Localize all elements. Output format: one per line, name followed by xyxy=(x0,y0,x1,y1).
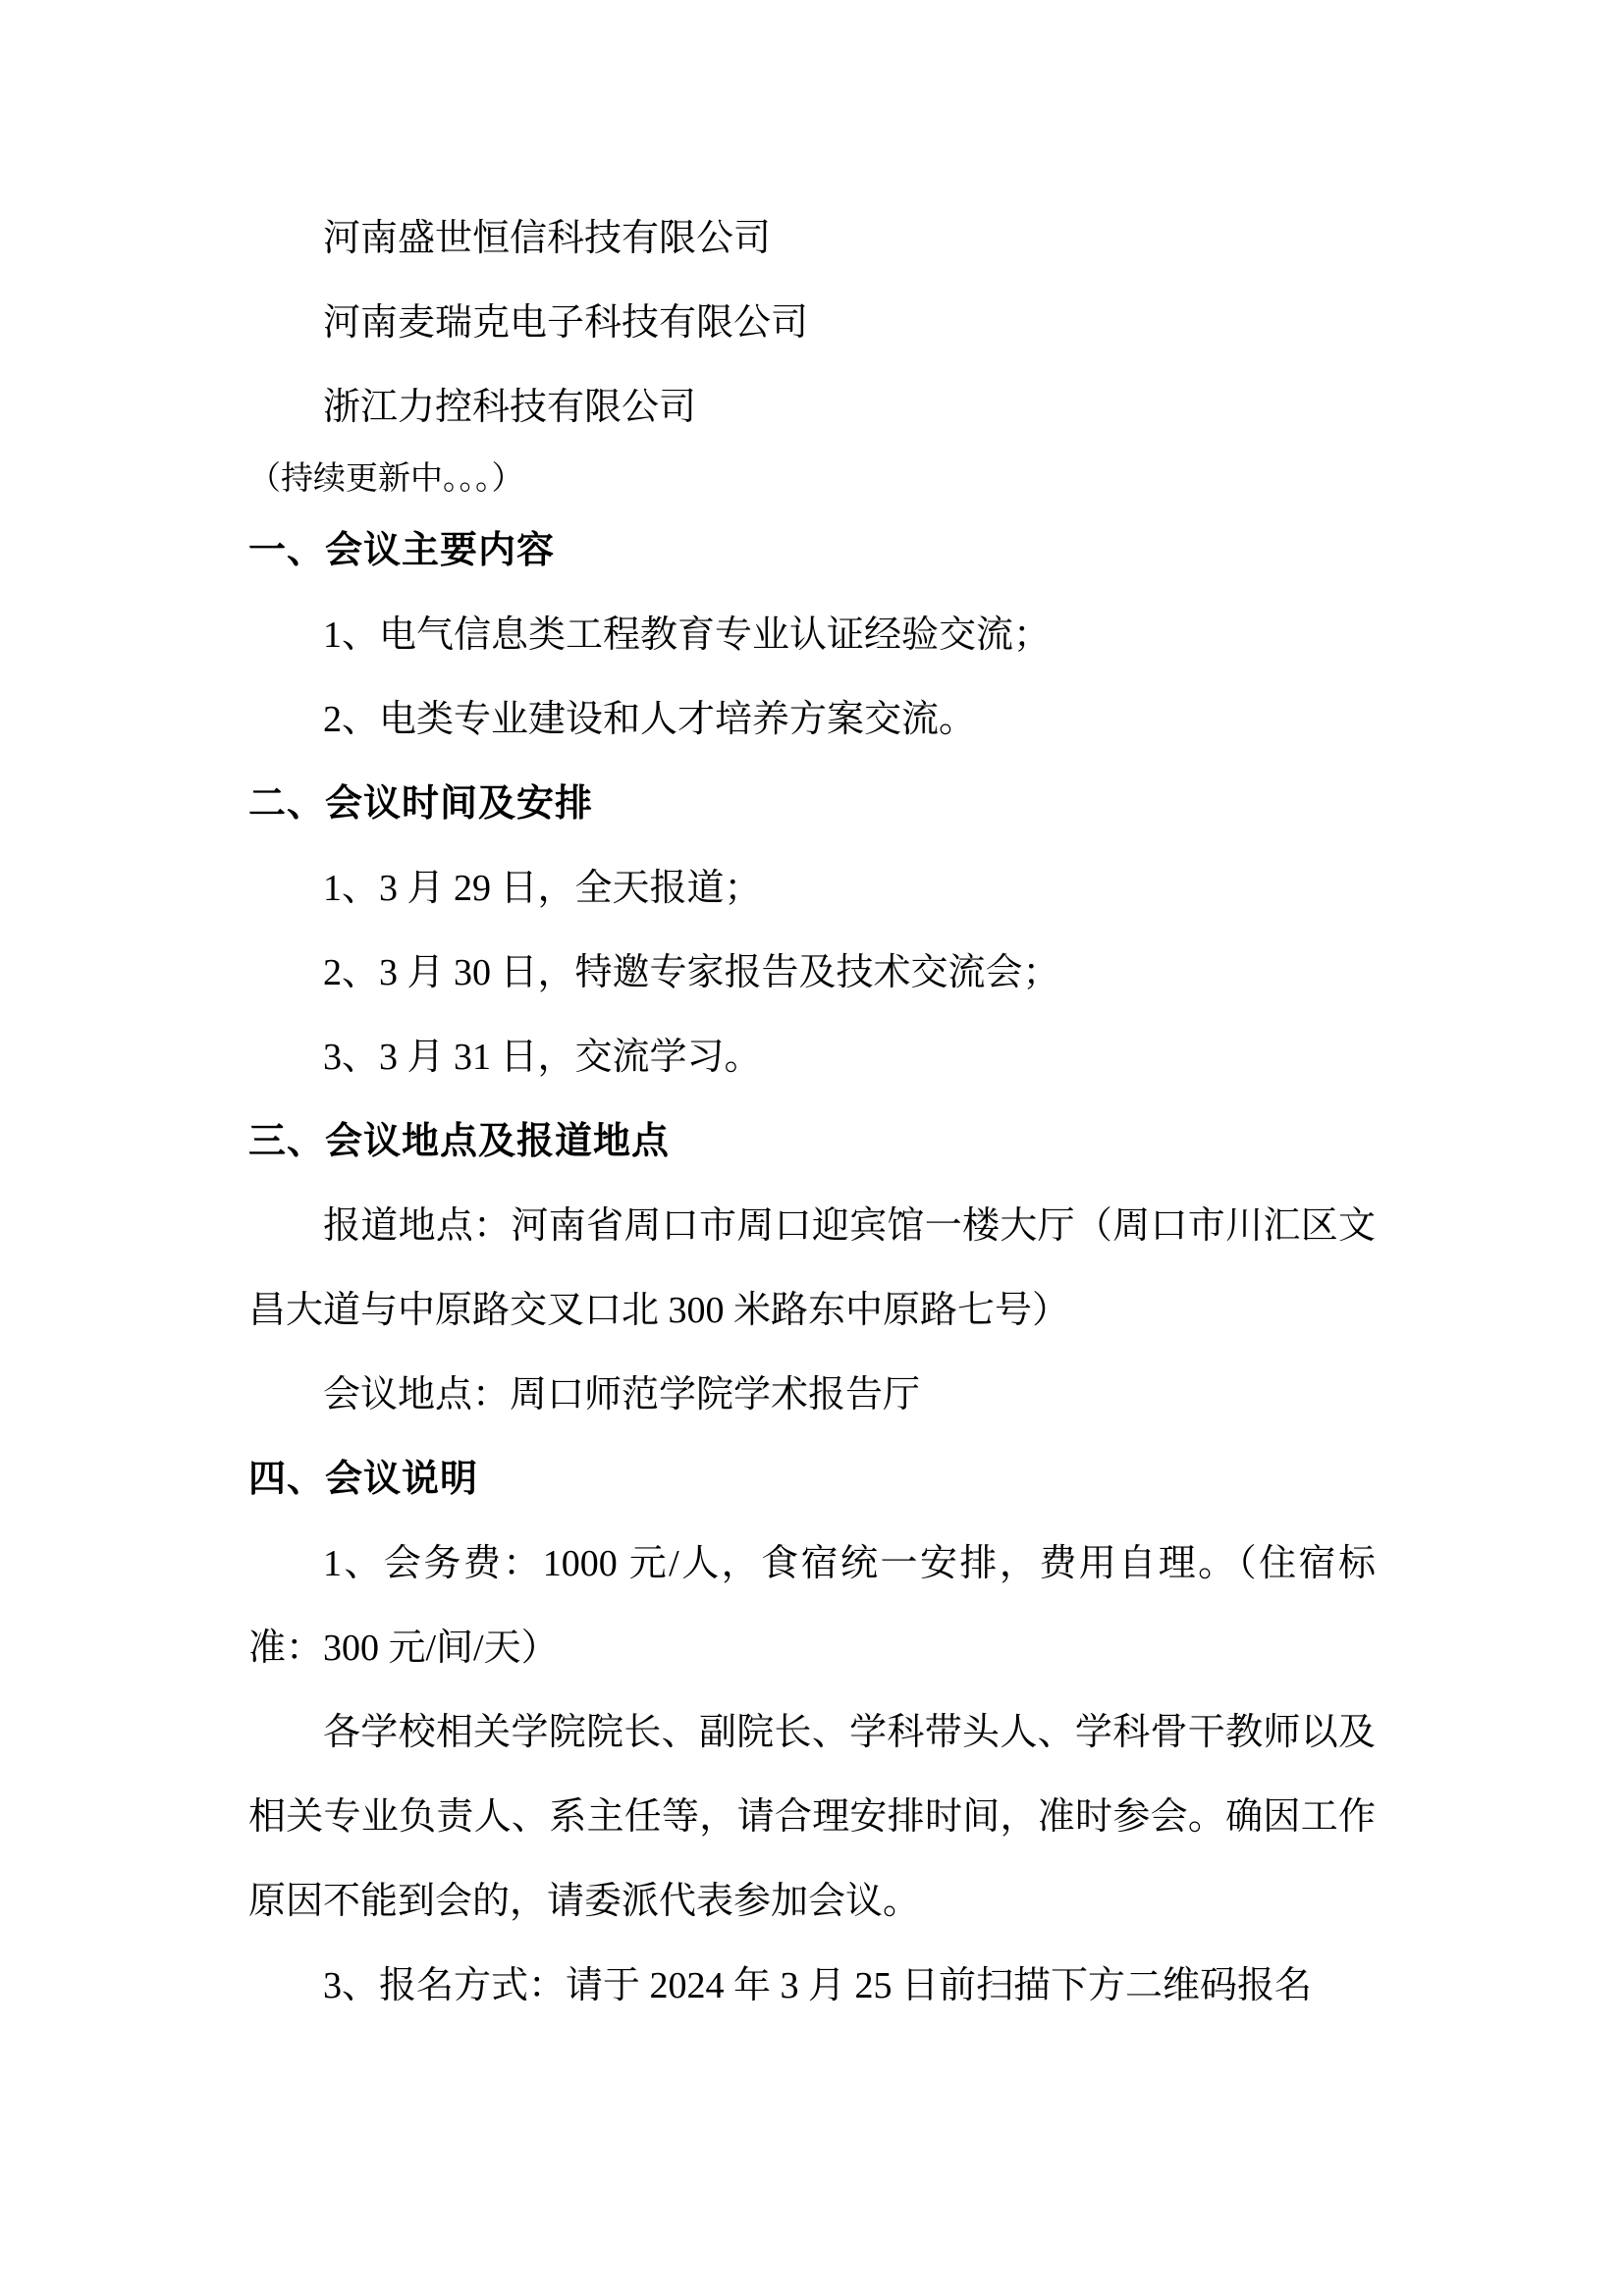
notes-item-2-attendees: 各学校相关学院院长、副院长、学科带头人、学科骨干教师以及相关专业负责人、系主任等，请合理安排时间，准时参会。确因工作原因不能到会的，请委派代表参加会议。 xyxy=(248,1712,1376,1922)
meeting-address: 会议地点：周口师范学院学术报告厅 xyxy=(323,1374,921,1415)
sponsor-company-1: 河南盛世恒信科技有限公司 xyxy=(323,218,772,259)
schedule-item-3: 3、3 月 31 日，交流学习。 xyxy=(323,1037,762,1078)
section-heading-4: 四、会议说明 xyxy=(248,1459,479,1500)
notes-item-3-registration: 3、报名方式：请于 2024 年 3 月 25 日前扫描下方二维码报名 xyxy=(323,1965,1313,2006)
updating-note: （持续更新中。。。） xyxy=(248,461,524,497)
registration-address: 报道地点：河南省周口市周口迎宾馆一楼大厅（周口市川汇区文昌大道与中原路交叉口北 300 米路东中原路七号） xyxy=(248,1205,1376,1331)
section-heading-2: 二、会议时间及安排 xyxy=(248,783,594,825)
notes-item-1-fee: 1、会务费：1000 元/人，食宿统一安排，费用自理。（住宿标准：300 元/间/天） xyxy=(248,1543,1376,1669)
schedule-item-1: 1、3 月 29 日，全天报道； xyxy=(323,868,762,909)
sponsor-company-2: 河南麦瑞克电子科技有限公司 xyxy=(323,302,809,344)
content-item-2: 2、电类专业建设和人才培养方案交流。 xyxy=(323,699,977,740)
document-content xyxy=(248,196,1376,2028)
section-heading-1: 一、会议主要内容 xyxy=(248,530,556,571)
content-item-1: 1、电气信息类工程教育专业认证经验交流； xyxy=(323,614,1052,656)
sponsor-company-3: 浙江力控科技有限公司 xyxy=(323,387,697,428)
section-heading-3: 三、会议地点及报道地点 xyxy=(248,1121,671,1162)
schedule-item-2: 2、3 月 30 日，特邀专家报告及技术交流会； xyxy=(323,952,1060,993)
